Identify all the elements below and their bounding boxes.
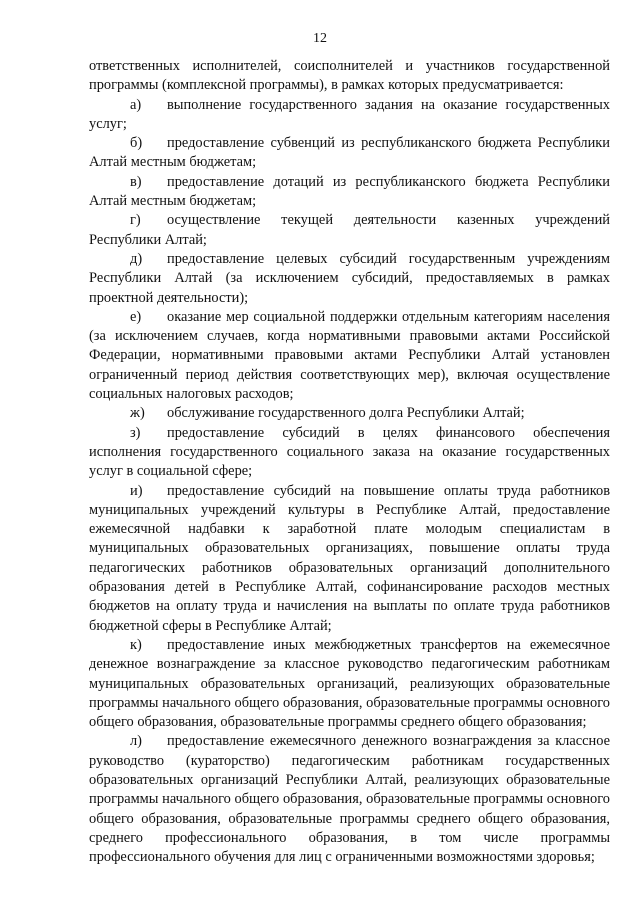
list-item-text: предоставление дотаций из республиканского бюджета Республики Алтай местным бюджетам; [89, 173, 610, 210]
intro-paragraph: ответственных исполнителей, соисполнителей и участников государственной программы (комплексной программы), в рамках которых предусматривается: [89, 58, 610, 94]
page-number: 12 [313, 31, 327, 46]
list-item-text: предоставление субсидий на повышение оплаты труда работников муниципальных учреждений культуры в Республике Алтай, предоставление ежемесячной надбавки к заработной плате молодым специалистам в муниципальных образовательных организациях, повышение оплаты труда педагогических работников образовательных организаций дополнительного образования детей в Республике Алтай, софинансирование расходов местных бюджетов на оплату труда и начисления на выплаты по оплате труда работников бюджетной сферы в Республике Алтай; [89, 482, 610, 634]
list-item-text: предоставление целевых субсидий государственным учреждениям Республики Алтай (за исключением субсидий, предоставляемых в рамках проектной деятельности); [89, 250, 610, 306]
list-item-k [89, 636, 610, 732]
list-marker: е) [130, 308, 142, 325]
list-marker: а) [130, 96, 142, 113]
list-marker: и) [130, 482, 143, 499]
list-item-text: обслуживание государственного долга Республики Алтай; [167, 405, 525, 422]
list-item-text: оказание мер социальной поддержки отдельным категориям населения (за исключением случаев, когда нормативными правовыми актами Российской Федерации, нормативными правовыми актами Республики Алтай установлен ограниченный период действия соответствующих мер), включая осуществление социальных налоговых расходов; [89, 308, 610, 403]
list-marker: в) [130, 173, 142, 190]
list-item-text: предоставление субвенций из республиканского бюджета Республики Алтай местным бюджетам; [89, 135, 610, 171]
list-item-d [89, 250, 610, 308]
list-item-e [89, 308, 610, 404]
list-item-z [89, 424, 610, 482]
list-item-l [89, 732, 610, 867]
list-marker: г) [130, 212, 141, 229]
list-marker: ж) [130, 405, 145, 422]
list-item-text: осуществление текущей деятельности казенных учреждений Республики Алтай; [89, 212, 610, 248]
list-item-text: предоставление субсидий в целях финансового обеспечения исполнения государственного социального заказа на оказание государственных услуг в социальной сфере; [89, 424, 610, 480]
list-item-a [89, 96, 610, 135]
list-item-text: предоставление ежемесячного денежного вознаграждения за классное руководство (кураторство) педагогическим работникам государственных образовательных организаций Республики Алтай, реализующих образовательные программы начального общего образования, образовательные программы основного общего образования, образовательные программы среднего общего образования, среднего профессионального образования, в том числе программы профессионального обучения для лиц с ограниченными возможностями здоровья; [89, 733, 610, 866]
list-marker: д) [130, 250, 143, 267]
list-marker: к) [130, 636, 142, 653]
list-item-b [89, 134, 610, 173]
list-item-zh [89, 404, 610, 423]
list-marker: л) [130, 733, 142, 750]
list-item-v [89, 173, 610, 212]
list-item-text: предоставление иных межбюджетных трансфертов на ежемесячное денежное вознаграждение за классное руководство педагогическим работникам муниципальных образовательных организаций, реализующих образовательные программы начального общего образования, образовательные программы основного общего образования, образовательные программы среднего общего образования; [89, 636, 610, 731]
list-marker: з) [130, 424, 141, 441]
list-item-i [89, 482, 610, 636]
list-item-text: выполнение государственного задания на оказание государственных услуг; [89, 96, 610, 132]
list-marker: б) [130, 135, 143, 152]
document-body [89, 57, 610, 867]
list-item-g [89, 211, 610, 250]
